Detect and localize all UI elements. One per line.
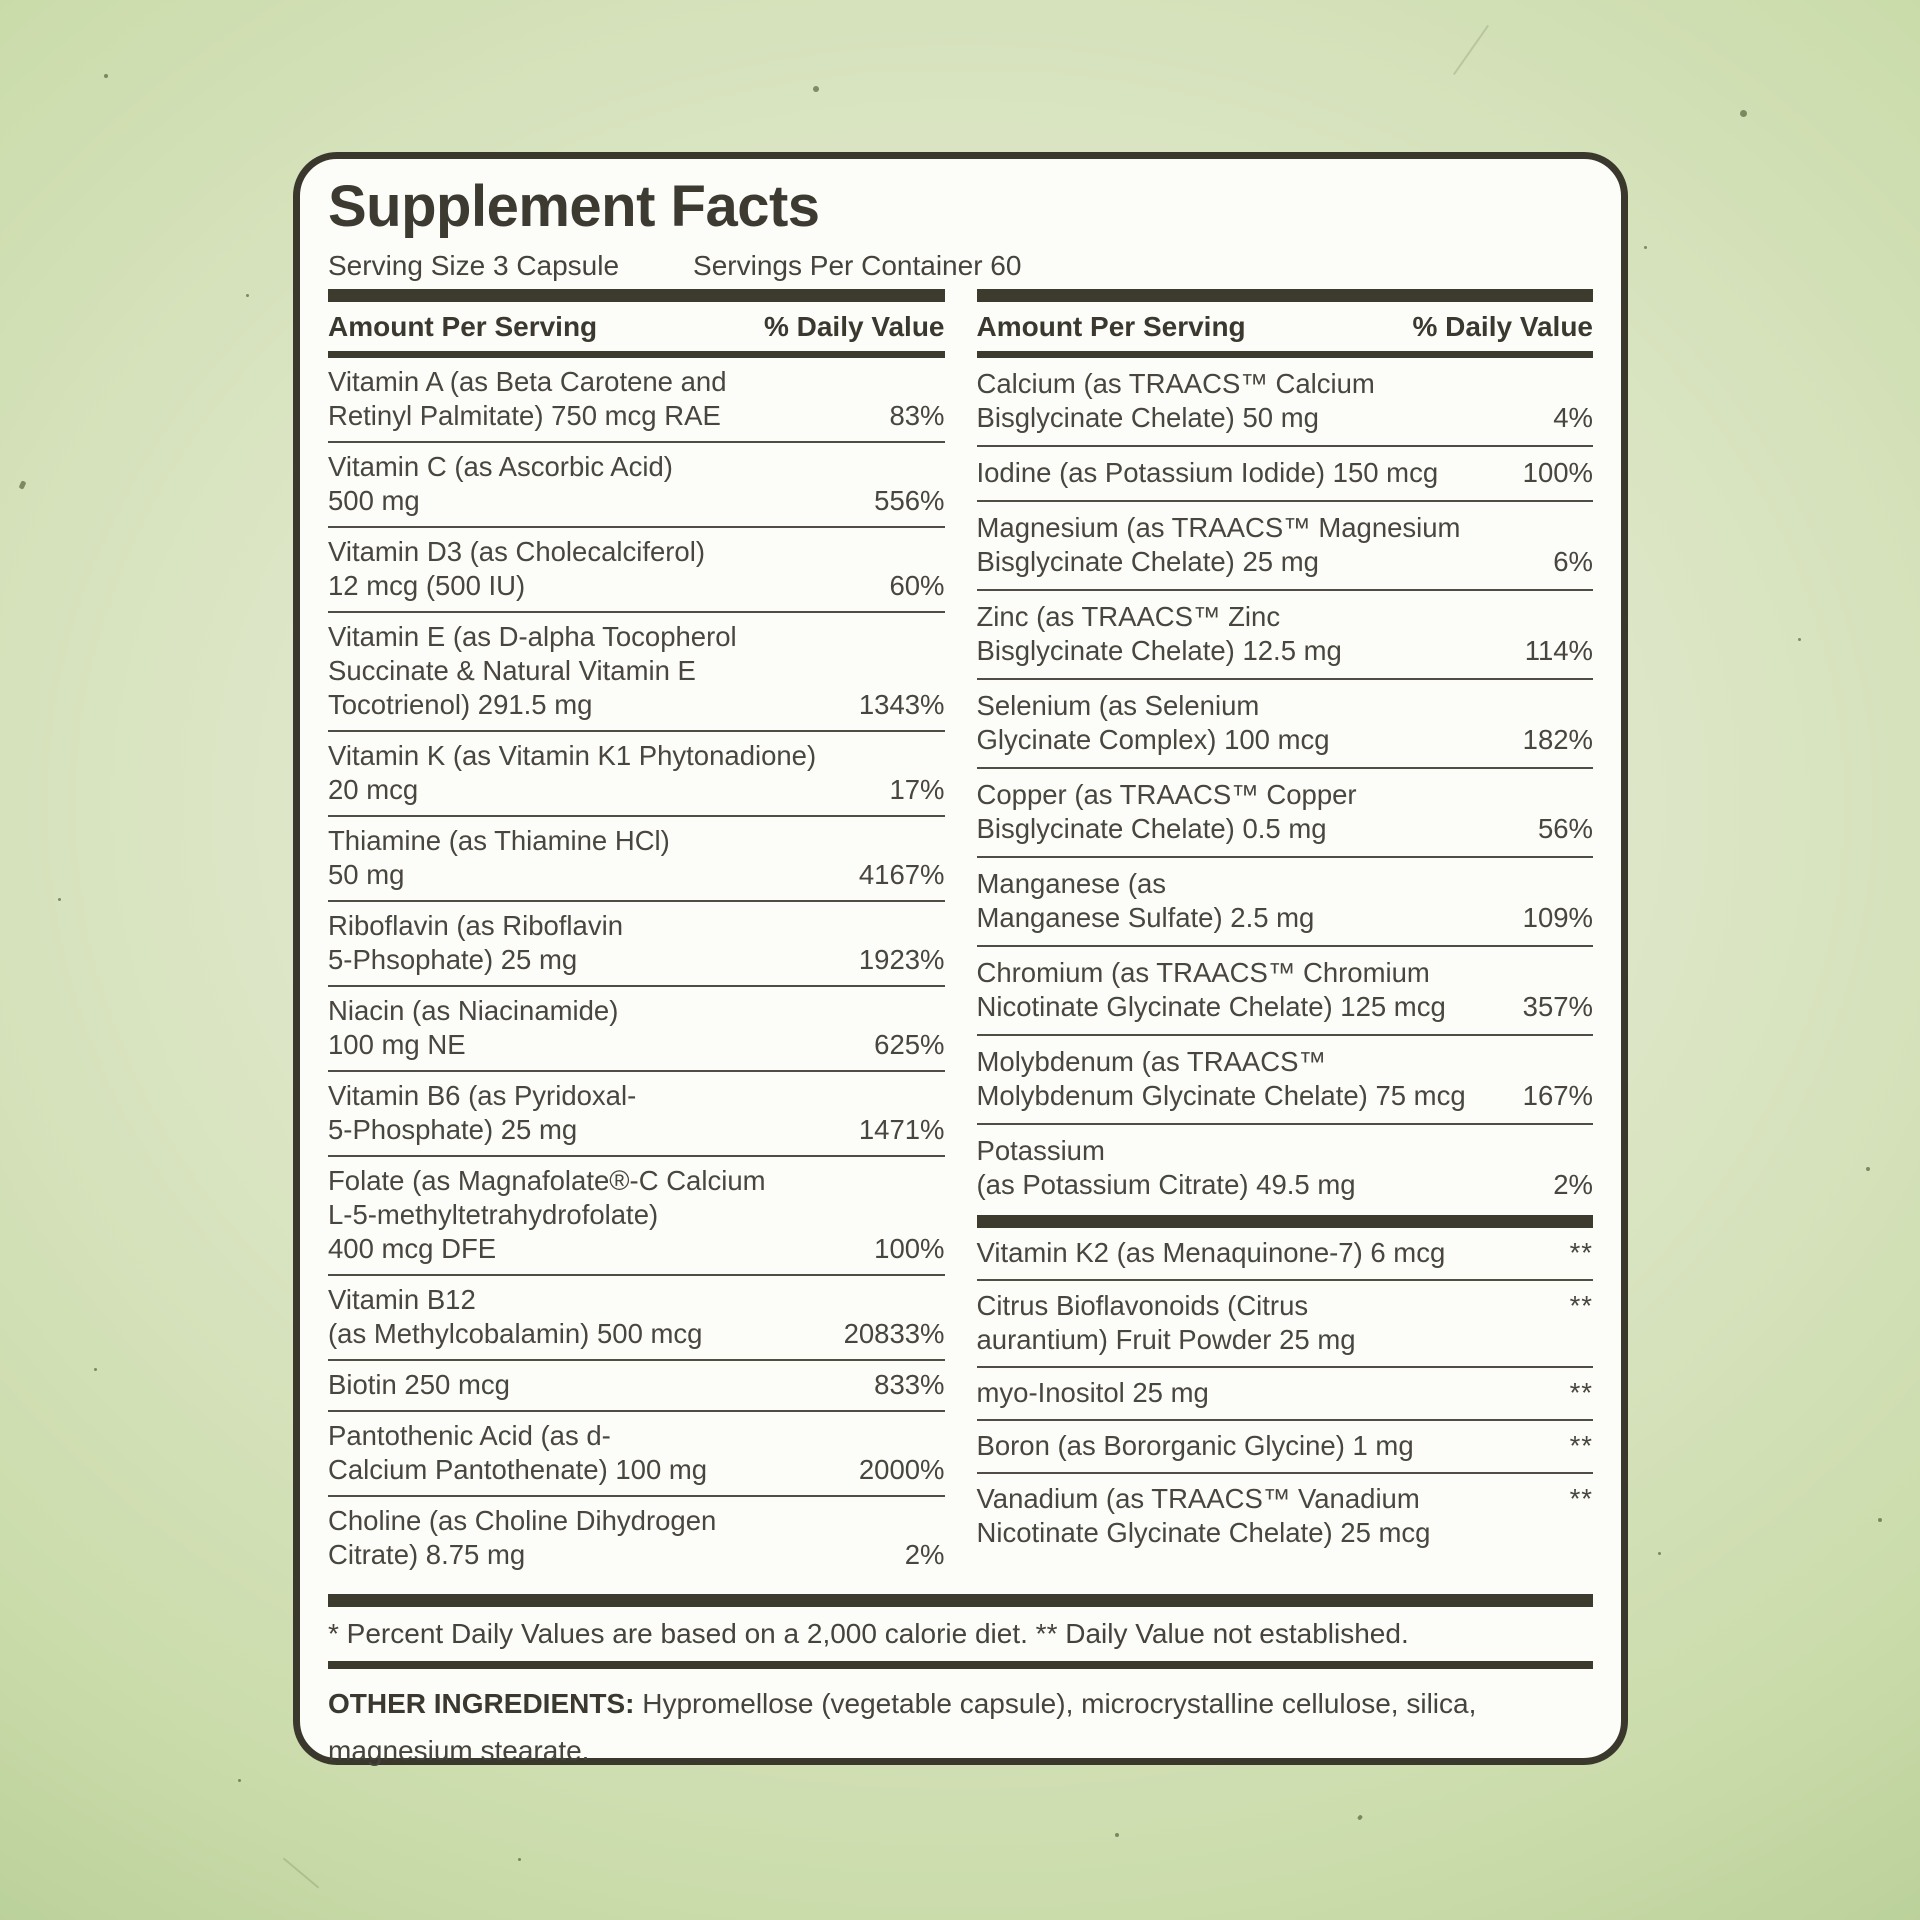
- nutrient-name-line: Vitamin E (as D-alpha Tocopherol: [328, 621, 737, 652]
- nutrient-daily-value: 556%: [874, 485, 945, 516]
- nutrient-daily-value: 100%: [1522, 457, 1593, 488]
- nutrient-name: [977, 1134, 1356, 1202]
- nutrient-daily-value: **: [1569, 1237, 1593, 1268]
- nutrient-name-line: Potassium: [976, 1135, 1105, 1166]
- nutrient-daily-value: 167%: [1522, 1080, 1593, 1111]
- nutrient-row: [977, 1366, 1594, 1419]
- header-daily-value: % Daily Value: [763, 311, 945, 342]
- nutrient-name: [977, 1482, 1431, 1550]
- nutrient-daily-value: 357%: [1522, 991, 1593, 1022]
- nutrient-row: [977, 1472, 1594, 1559]
- nutrient-name: [328, 909, 623, 977]
- speckle: [104, 74, 108, 78]
- nutrient-name-line: Choline (as Choline Dihydrogen: [328, 1505, 717, 1536]
- nutrient-row: [977, 1279, 1594, 1366]
- serving-size: Serving Size 3 Capsule: [328, 250, 620, 281]
- nutrient-row: [328, 1274, 945, 1359]
- nutrient-name-line: Vitamin C (as Ascorbic Acid): [328, 451, 673, 482]
- nutrient-daily-value: 6%: [1553, 546, 1593, 577]
- nutrient-row: [328, 611, 945, 730]
- nutrient-name-line: Thiamine (as Thiamine HCl): [328, 825, 670, 856]
- nutrient-name-line: Vitamin D3 (as Cholecalciferol): [328, 536, 705, 567]
- nutrient-row: [977, 445, 1594, 500]
- nutrient-name: [328, 1419, 707, 1487]
- nutrient-rows-left: [328, 358, 945, 1580]
- nutrient-daily-value: 1471%: [858, 1114, 945, 1145]
- nutrient-name-line: Retinyl Palmitate) 750 mcg RAE: [328, 400, 721, 431]
- nutrient-row: [977, 1228, 1594, 1279]
- nutrient-name-line: Riboflavin (as Riboflavin: [328, 910, 623, 941]
- nutrient-name-line: Biotin 250 mcg: [328, 1369, 510, 1400]
- nutrient-name: [977, 1289, 1356, 1357]
- nutrient-name: [977, 689, 1330, 757]
- speckle: [1658, 1552, 1661, 1555]
- speckle: [246, 294, 249, 297]
- nutrient-daily-value: 1343%: [858, 689, 945, 720]
- serving-info: [328, 250, 1593, 282]
- nutrient-name: [328, 1283, 702, 1351]
- nutrient-row: [977, 1123, 1594, 1212]
- nutrient-name-line: Citrus Bioflavonoids (Citrus: [976, 1290, 1309, 1321]
- nutrient-daily-value: 625%: [874, 1029, 945, 1060]
- nutrient-columns: [328, 289, 1593, 1580]
- section-divider: [977, 1215, 1594, 1228]
- speckle: [1878, 1518, 1882, 1522]
- column-top-bar: [977, 289, 1594, 302]
- nutrient-daily-value: 182%: [1522, 724, 1593, 755]
- nutrient-name-line: Vanadium (as TRAACS™ Vanadium: [976, 1483, 1420, 1514]
- nutrient-name-line: Citrate) 8.75 mg: [328, 1539, 526, 1570]
- other-ingredients: [328, 1669, 1543, 1774]
- nutrient-name-line: Bisglycinate Chelate) 50 mg: [976, 402, 1319, 433]
- nutrient-name-line: Selenium (as Selenium: [976, 690, 1260, 721]
- nutrient-name-line: Vitamin B6 (as Pyridoxal-: [328, 1080, 637, 1111]
- header-amount-per-serving: Amount Per Serving: [328, 311, 598, 342]
- nutrient-name-line: 100 mg NE: [328, 1029, 466, 1060]
- speckle: [238, 1779, 241, 1782]
- nutrient-name-line: Magnesium (as TRAACS™ Magnesium: [976, 512, 1461, 543]
- nutrient-name-line: Zinc (as TRAACS™ Zinc: [976, 601, 1281, 632]
- speckle: [1644, 246, 1647, 249]
- nutrient-daily-value: 2%: [904, 1539, 945, 1570]
- nutrient-row: [328, 441, 945, 526]
- nutrient-row: [328, 730, 945, 815]
- nutrient-row: [977, 945, 1594, 1034]
- nutrient-column-right: [977, 289, 1594, 1580]
- nutrient-daily-value: 20833%: [843, 1318, 945, 1349]
- nutrient-name-line: Succinate & Natural Vitamin E: [328, 655, 696, 686]
- nutrient-name: [328, 1079, 636, 1147]
- speckle: [813, 86, 819, 92]
- nutrient-row: [328, 900, 945, 985]
- nutrient-name-line: 5-Phosphate) 25 mg: [328, 1114, 578, 1145]
- column-top-bar: [328, 289, 945, 302]
- nutrient-name: [977, 956, 1446, 1024]
- speckle: [1357, 1814, 1363, 1820]
- nutrient-name-line: myo-Inositol 25 mg: [976, 1377, 1209, 1408]
- footnote-top-bar: [328, 1594, 1593, 1607]
- other-ingredients-text: Hypromellose (vegetable capsule), microcrystalline cellulose, silica, magnesium stearate.: [328, 1688, 1477, 1766]
- nutrient-name-line: aurantium) Fruit Powder 25 mg: [976, 1324, 1356, 1355]
- nutrient-name: [328, 450, 673, 518]
- speckle: [1798, 638, 1801, 641]
- nutrient-row: [977, 767, 1594, 856]
- nutrient-name: [328, 739, 816, 807]
- nutrient-name-line: 50 mg: [328, 859, 405, 890]
- nutrient-daily-value: 83%: [889, 400, 945, 431]
- speckle: [94, 1368, 97, 1371]
- footnote-bottom-bar: [328, 1661, 1593, 1669]
- nutrient-name-line: Pantothenic Acid (as d-: [328, 1420, 611, 1451]
- speckle: [19, 480, 27, 489]
- nutrient-name: [977, 778, 1357, 846]
- nutrient-name: [977, 456, 1439, 490]
- nutrient-name-line: 20 mcg: [328, 774, 419, 805]
- daily-value-footnote: * Percent Daily Values are based on a 2,000 calorie diet. ** Daily Value not established.: [328, 1618, 1409, 1649]
- nutrient-daily-value: 833%: [874, 1369, 945, 1400]
- nutrient-name-line: (as Potassium Citrate) 49.5 mg: [976, 1169, 1356, 1200]
- column-header-bar: [977, 351, 1594, 358]
- nutrient-name-line: Bisglycinate Chelate) 0.5 mg: [976, 813, 1327, 844]
- nutrient-daily-value: 100%: [874, 1233, 945, 1264]
- nutrient-name: [328, 1164, 766, 1266]
- speckle: [1740, 110, 1747, 117]
- nutrient-row: [328, 1495, 945, 1580]
- nutrient-name-line: Manganese Sulfate) 2.5 mg: [976, 902, 1315, 933]
- nutrient-daily-value: 4167%: [858, 859, 945, 890]
- nutrient-name-line: 5-Phsophate) 25 mg: [328, 944, 578, 975]
- nutrient-daily-value: 109%: [1522, 902, 1593, 933]
- nutrient-name-line: Bisglycinate Chelate) 12.5 mg: [976, 635, 1342, 666]
- nutrient-daily-value: 2%: [1553, 1169, 1593, 1200]
- nutrient-name: [977, 600, 1342, 668]
- speckle: [1115, 1833, 1119, 1837]
- supplement-facts-panel: [293, 152, 1628, 1765]
- nutrient-name-line: Iodine (as Potassium Iodide) 150 mcg: [976, 457, 1439, 488]
- header-daily-value: % Daily Value: [1412, 311, 1593, 342]
- nutrient-name-line: Niacin (as Niacinamide): [328, 995, 619, 1026]
- nutrient-row: [977, 678, 1594, 767]
- nutrient-name-line: Manganese (as: [976, 868, 1167, 899]
- paper-scratch: [1453, 25, 1489, 75]
- nutrient-name: [328, 365, 727, 433]
- nutrient-name-line: Nicotinate Glycinate Chelate) 25 mcg: [976, 1517, 1431, 1548]
- speckle: [58, 898, 61, 901]
- nutrient-name: [328, 824, 670, 892]
- nutrient-name-line: Molybdenum (as TRAACS™: [976, 1046, 1326, 1077]
- nutrient-name-line: Glycinate Complex) 100 mcg: [976, 724, 1330, 755]
- nutrient-name-line: Vitamin K2 (as Menaquinone-7) 6 mcg: [976, 1237, 1446, 1268]
- column-header: [977, 302, 1594, 351]
- nutrient-name-line: Vitamin A (as Beta Carotene and: [328, 366, 727, 397]
- nutrient-daily-value: 56%: [1537, 813, 1593, 844]
- nutrient-row: [977, 1419, 1594, 1472]
- nutrient-daily-value: 114%: [1524, 635, 1593, 666]
- nutrient-name-line: Tocotrienol) 291.5 mg: [328, 689, 593, 720]
- nutrient-row: [328, 815, 945, 900]
- nutrient-row: [977, 500, 1594, 589]
- nutrient-row: [977, 1034, 1594, 1123]
- nutrient-name-line: Vitamin K (as Vitamin K1 Phytonadione): [328, 740, 817, 771]
- servings-per-container: Servings Per Container 60: [693, 250, 1022, 281]
- nutrient-name: [977, 1045, 1466, 1113]
- nutrient-daily-value: 1923%: [858, 944, 945, 975]
- nutrient-name-line: Chromium (as TRAACS™ Chromium: [976, 957, 1430, 988]
- nutrient-row: [328, 1155, 945, 1274]
- speckle: [1866, 1167, 1870, 1171]
- nutrient-name-line: 500 mg: [328, 485, 420, 516]
- nutrient-row: [977, 589, 1594, 678]
- nutrient-row: [977, 358, 1594, 445]
- nutrient-name-line: Calcium (as TRAACS™ Calcium: [976, 368, 1375, 399]
- nutrient-name-line: Calcium Pantothenate) 100 mg: [328, 1454, 708, 1485]
- nutrient-name-line: Boron (as Bororganic Glycine) 1 mg: [976, 1430, 1414, 1461]
- nutrient-name-line: 12 mcg (500 IU): [328, 570, 526, 601]
- nutrient-name: [977, 867, 1315, 935]
- nutrient-name-line: 400 mcg DFE: [328, 1233, 497, 1264]
- nutrient-daily-value: 17%: [889, 774, 945, 805]
- nutrient-name: [328, 1368, 510, 1402]
- nutrient-daily-value: 2000%: [858, 1454, 945, 1485]
- nutrient-name-line: Vitamin B12: [328, 1284, 476, 1315]
- paper-scratch: [283, 1857, 320, 1888]
- nutrient-row: [328, 985, 945, 1070]
- nutrient-row: [328, 526, 945, 611]
- nutrient-row: [977, 856, 1594, 945]
- nutrient-name-line: Copper (as TRAACS™ Copper: [976, 779, 1357, 810]
- nutrient-name: [977, 511, 1461, 579]
- nutrient-name: [328, 535, 705, 603]
- nutrient-name: [977, 1376, 1209, 1410]
- nutrient-daily-value: 4%: [1553, 402, 1593, 433]
- nutrient-column-left: [328, 289, 945, 1580]
- nutrient-name-line: L-5-methyltetrahydrofolate): [328, 1199, 659, 1230]
- nutrient-daily-value: **: [1569, 1483, 1593, 1514]
- page-title: Supplement Facts: [328, 174, 820, 239]
- nutrient-name: [328, 994, 618, 1062]
- nutrient-name-line: (as Methylcobalamin) 500 mcg: [328, 1318, 703, 1349]
- nutrient-name: [328, 1504, 716, 1572]
- speckle: [518, 1858, 521, 1861]
- nutrient-name: [977, 1236, 1446, 1270]
- nutrient-name-line: Nicotinate Glycinate Chelate) 125 mcg: [976, 991, 1446, 1022]
- nutrient-row: [328, 1070, 945, 1155]
- nutrient-row: [328, 1359, 945, 1410]
- nutrient-name: [977, 1429, 1414, 1463]
- column-header-bar: [328, 351, 945, 358]
- header-amount-per-serving: Amount Per Serving: [976, 311, 1246, 342]
- nutrient-daily-value: **: [1569, 1377, 1593, 1408]
- nutrient-name-line: Folate (as Magnafolate®-C Calcium: [328, 1165, 766, 1196]
- nutrient-name-line: Bisglycinate Chelate) 25 mg: [976, 546, 1319, 577]
- nutrient-rows-right: [977, 358, 1594, 1559]
- nutrient-daily-value: **: [1569, 1430, 1593, 1461]
- nutrient-row: [328, 358, 945, 441]
- column-header: [328, 302, 945, 351]
- nutrient-daily-value: **: [1569, 1290, 1593, 1321]
- nutrient-row: [328, 1410, 945, 1495]
- other-ingredients-label: OTHER INGREDIENTS:: [328, 1688, 635, 1719]
- nutrient-name: [977, 367, 1375, 435]
- nutrient-name-line: Molybdenum Glycinate Chelate) 75 mcg: [976, 1080, 1466, 1111]
- nutrient-name: [328, 620, 737, 722]
- nutrient-daily-value: 60%: [889, 570, 945, 601]
